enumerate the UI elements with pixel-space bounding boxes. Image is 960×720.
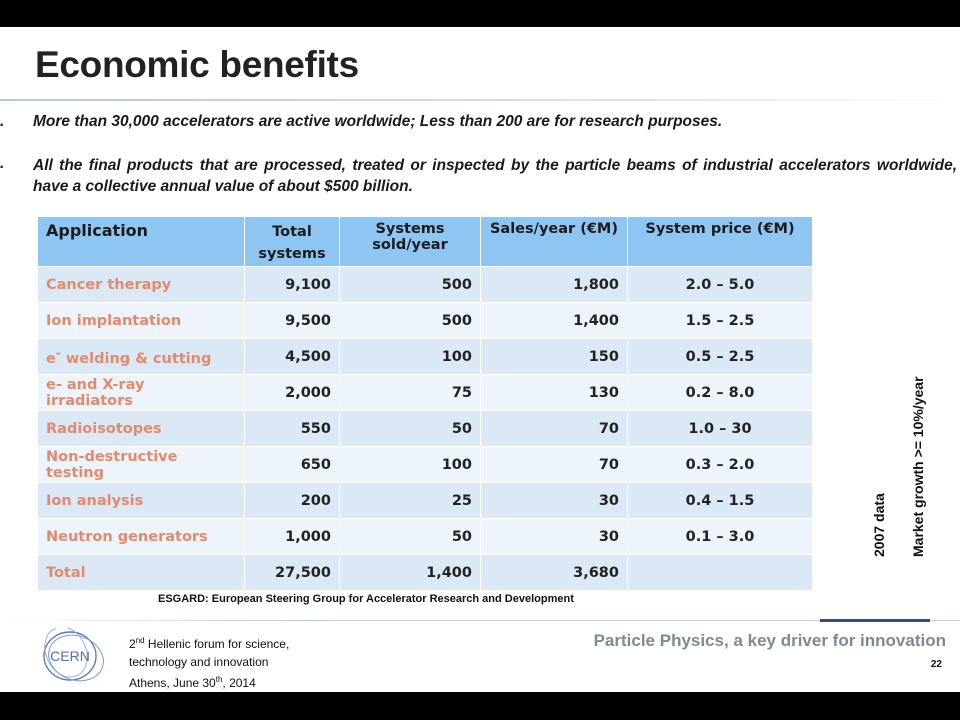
page-number: 22	[930, 659, 942, 670]
row-sales: 150	[481, 339, 628, 375]
forum-info	[129, 632, 289, 692]
row-systems-sold: 50	[340, 411, 481, 447]
header-application: Application	[38, 217, 245, 267]
forum-name: Hellenic forum for science,	[144, 637, 290, 651]
bullet-marker: .	[0, 155, 5, 172]
row-application: Neutron generators	[38, 519, 245, 555]
row-sales: 3,680	[481, 555, 628, 591]
data-year-note: 2007 data	[871, 493, 887, 557]
table-row	[38, 519, 813, 555]
row-total-systems: 2,000	[245, 375, 340, 411]
row-application: Non-destructive testing	[38, 447, 245, 483]
row-application: Radioisotopes	[38, 411, 245, 447]
row-systems-sold: 50	[340, 519, 481, 555]
name-prefix: e	[46, 350, 56, 367]
forum-date-pre: Athens, June 30	[129, 676, 216, 690]
row-sales: 130	[481, 375, 628, 411]
slide-title: Economic benefits	[35, 44, 359, 85]
forum-line-3	[129, 671, 289, 692]
row-sales: 70	[481, 447, 628, 483]
row-total-systems: 200	[245, 483, 340, 519]
row-total-systems: 4,500	[245, 339, 340, 375]
header-total-line1: Total	[272, 224, 312, 240]
row-total-systems: 9,100	[245, 267, 340, 303]
forum-date-suffix: th	[215, 675, 223, 684]
footer-accent-bar	[820, 619, 930, 622]
footer-divider-left	[0, 620, 330, 621]
row-application	[38, 339, 245, 375]
row-system-price: 1.5 – 2.5	[628, 303, 813, 339]
row-sales: 1,800	[481, 267, 628, 303]
header-sales: Sales/year (€M)	[481, 217, 628, 267]
name-suffix: welding & cutting	[60, 350, 212, 367]
logo-text: CERN	[50, 648, 90, 664]
table-row	[38, 411, 813, 447]
table-row	[38, 447, 813, 483]
source-note: ESGARD: European Steering Group for Accelerator Research and Development	[158, 593, 574, 605]
row-total-systems: 650	[245, 447, 340, 483]
row-application: e- and X-ray irradiators	[38, 375, 245, 411]
accelerator-applications-table	[38, 217, 813, 590]
header-system-price: System price (€M)	[628, 217, 813, 267]
name-superscript: -	[55, 346, 61, 361]
row-total-systems: 27,500	[245, 555, 340, 591]
title-divider	[0, 99, 960, 101]
row-system-price: 0.5 – 2.5	[628, 339, 813, 375]
row-system-price: 1.0 – 30	[628, 411, 813, 447]
table-total-row	[38, 555, 813, 591]
row-systems-sold: 500	[340, 267, 481, 303]
row-sales: 30	[481, 519, 628, 555]
forum-line-2: technology and innovation	[129, 655, 269, 669]
row-total-systems: 550	[245, 411, 340, 447]
table-row	[38, 267, 813, 303]
row-application: Total	[38, 555, 245, 591]
header-total-line2: systems	[258, 246, 326, 262]
table-row	[38, 483, 813, 519]
row-system-price: 0.4 – 1.5	[628, 483, 813, 519]
row-sales: 70	[481, 411, 628, 447]
table-row	[38, 375, 813, 411]
row-total-systems: 1,000	[245, 519, 340, 555]
row-system-price: 2.0 – 5.0	[628, 267, 813, 303]
slide	[0, 27, 960, 692]
forum-ordinal-suffix: nd	[135, 636, 145, 645]
market-growth-note: Market growth >= 10%/year	[910, 376, 926, 557]
row-application: Cancer therapy	[38, 267, 245, 303]
row-application: Ion implantation	[38, 303, 245, 339]
forum-date-post: , 2014	[222, 676, 256, 690]
row-system-price: 0.2 – 8.0	[628, 375, 813, 411]
cern-logo-icon	[36, 628, 106, 684]
table-row	[38, 303, 813, 339]
row-systems-sold: 75	[340, 375, 481, 411]
bullet-text: More than 30,000 accelerators are active worldwide; Less than 200 are for research purposes.	[33, 113, 723, 130]
forum-ordinal: 2	[129, 637, 136, 651]
row-system-price	[628, 555, 813, 591]
row-systems-sold: 25	[340, 483, 481, 519]
row-sales: 1,400	[481, 303, 628, 339]
bullet-marker: .	[0, 113, 5, 130]
row-systems-sold: 1,400	[340, 555, 481, 591]
row-sales: 30	[481, 483, 628, 519]
header-systems-sold: Systems sold/year	[340, 217, 481, 267]
row-application: Ion analysis	[38, 483, 245, 519]
header-total-systems	[245, 217, 340, 267]
row-system-price: 0.1 – 3.0	[628, 519, 813, 555]
row-total-systems: 9,500	[245, 303, 340, 339]
forum-line-1	[129, 632, 289, 653]
row-systems-sold: 100	[340, 339, 481, 375]
table-header-row	[38, 217, 813, 267]
footer-tagline: Particle Physics, a key driver for innovation	[593, 631, 946, 650]
bullet-text: All the final products that are processed, treated or inspected by the particle beams of industrial accelerators worldwide, have a collective annual value of about $500 billion.	[33, 157, 957, 195]
row-systems-sold: 500	[340, 303, 481, 339]
table-row	[38, 339, 813, 375]
row-systems-sold: 100	[340, 447, 481, 483]
row-system-price: 0.3 – 2.0	[628, 447, 813, 483]
